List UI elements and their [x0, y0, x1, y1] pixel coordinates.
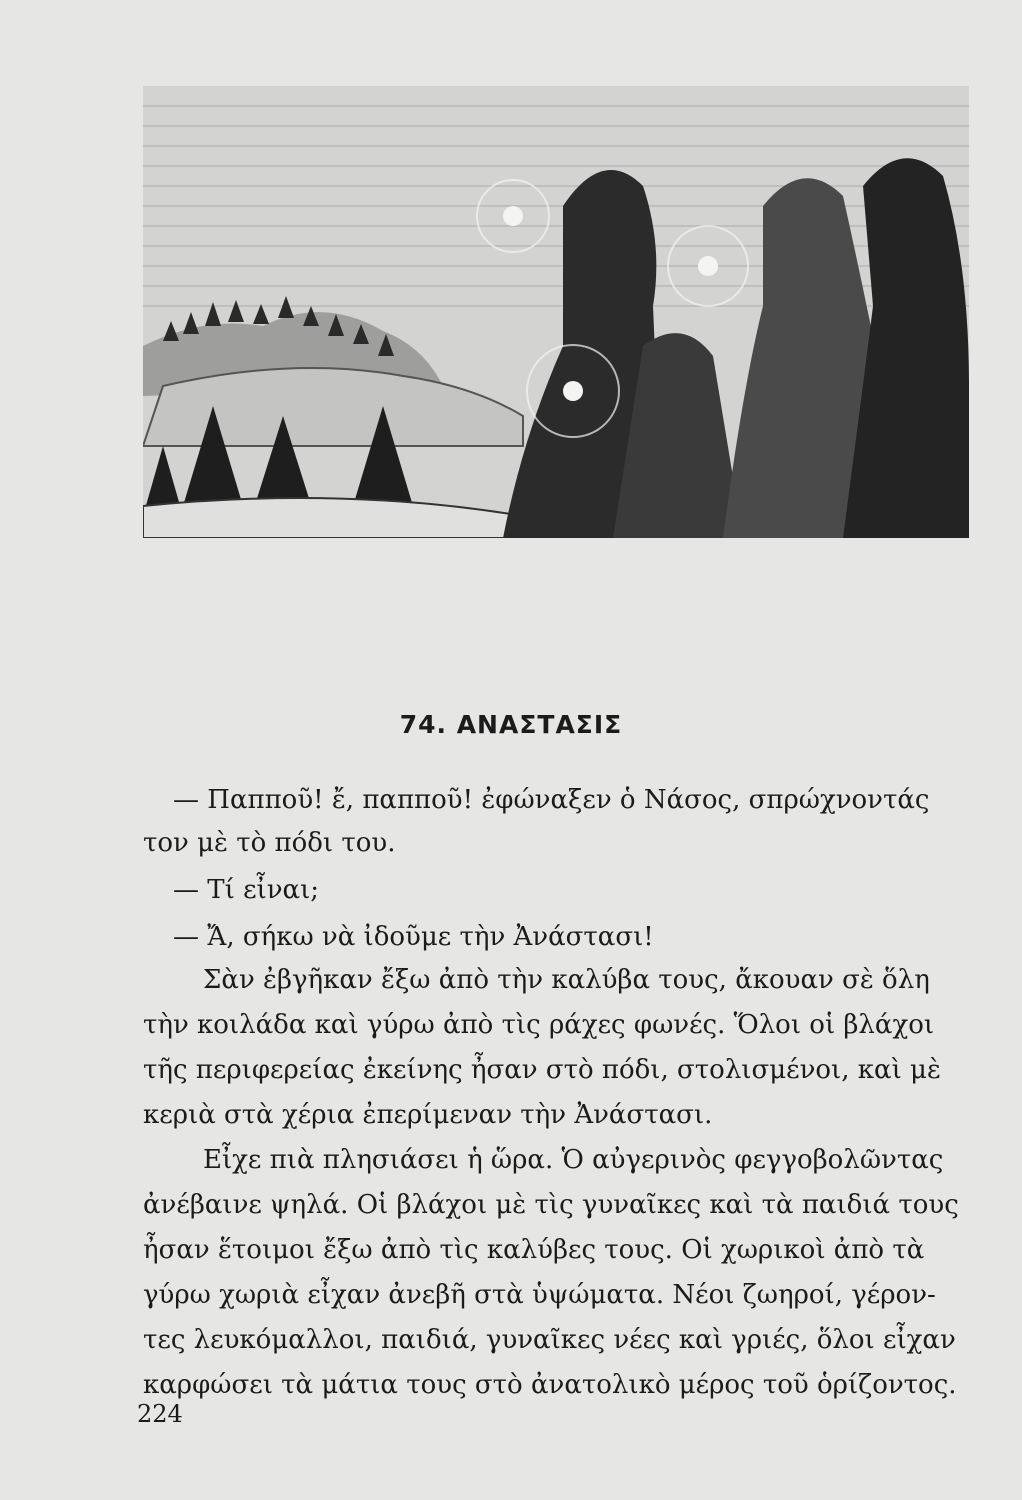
text-line: γύρω χωριὰ εἶχαν ἀνεβῆ στὰ ὑψώματα. Νέοι ζωηροί, γέρον- [143, 1280, 936, 1310]
text-line: — Ἄ, σήκω νὰ ἰδοῦμε τὴν Ἀνάστασι! [173, 922, 654, 952]
text-line: τὴν κοιλάδα καὶ γύρω ἀπὸ τὶς ράχες φωνές. Ὅλοι οἱ βλάχοι [143, 1010, 935, 1040]
text-line: — Παπποῦ! ἔ, παπποῦ! ἐφώναξεν ὁ Νάσος, σπρώχνοντάς [173, 785, 930, 815]
text-line: τες λευκόμαλλοι, παιδιά, γυναῖκες νέες καὶ γριές, ὅλοι εἶχαν [143, 1325, 956, 1355]
text-line: Σὰν ἐβγῆκαν ἔξω ἀπὸ τὴν καλύβα τους, ἄκουαν σὲ ὅλη [203, 965, 930, 995]
woodcut-illustration [143, 86, 969, 538]
text-line: — Τί εἶναι; [173, 875, 320, 905]
woodcut-icon [143, 86, 969, 538]
text-line: κεριὰ στὰ χέρια ἐπερίμεναν τὴν Ἀνάστασι. [143, 1100, 713, 1130]
text-line: Εἶχε πιὰ πλησιάσει ἡ ὥρα. Ὁ αὐγερινὸς φεγγοβολῶντας [203, 1145, 944, 1175]
text-line: τον μὲ τὸ πόδι του. [143, 828, 396, 858]
page-number: 224 [137, 1400, 183, 1428]
text-line: ἦσαν ἕτοιμοι ἔξω ἀπὸ τὶς καλύβες τους. Οἱ χωρικοὶ ἀπὸ τὰ [143, 1235, 925, 1265]
text-line: τῆς περιφερείας ἐκείνης ἦσαν στὸ πόδι, στολισμένοι, καὶ μὲ [143, 1055, 941, 1085]
chapter-title: 74. ΑΝΑΣΤΑΣΙΣ [399, 710, 623, 739]
text-line: καρφώσει τὰ μάτια τους στὸ ἀνατολικὸ μέρος τοῦ ὁρίζοντος. [143, 1370, 957, 1400]
text-line: ἀνέβαινε ψηλά. Οἱ βλάχοι μὲ τὶς γυναῖκες καὶ τὰ παιδιά τους [143, 1190, 959, 1220]
